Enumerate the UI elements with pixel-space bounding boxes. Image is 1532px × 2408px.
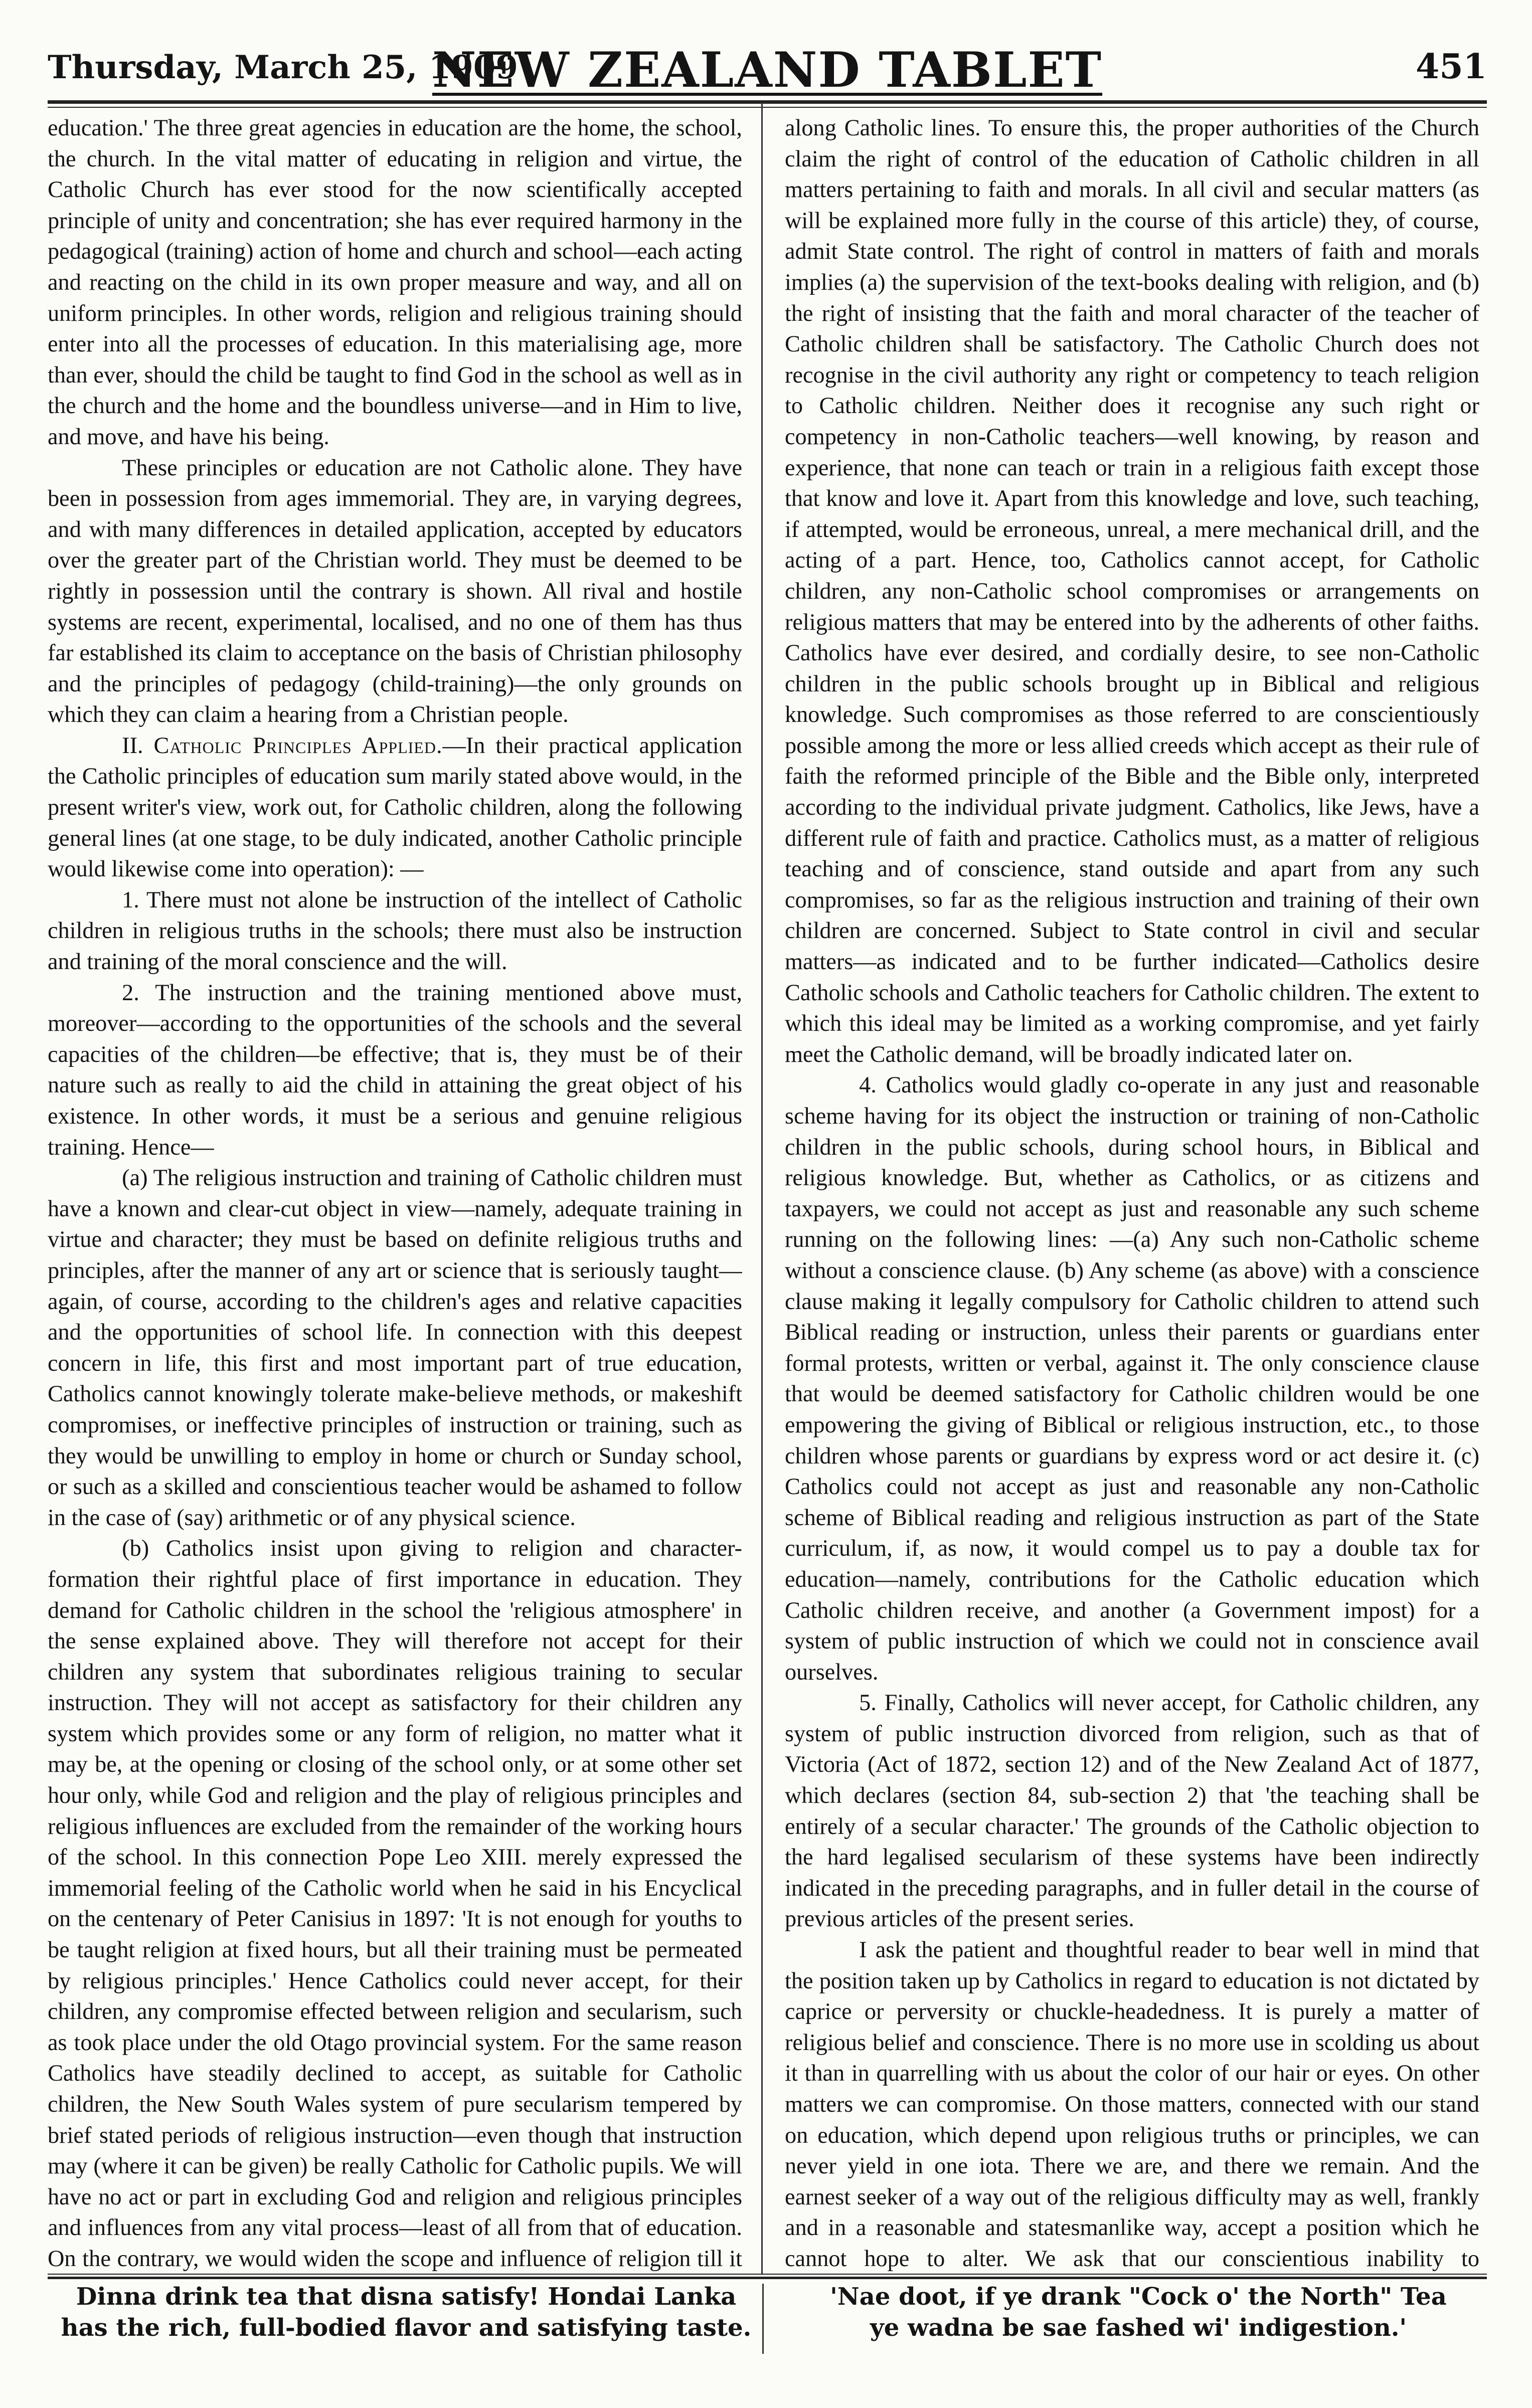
paragraph: education.' The three great agencies in education are the home, the school, the church. In the vital matter of educating in religion and virtue, the Catholic Church has ever stood for the now scientifically accepted principle of unity and concentration; she has ever required harmony in the pedagogical (training) action of home and church and school—each acting and reacting on the child in its own proper measure and way, and all on uniform principles. In other words, religion and religious training should enter into all the processes of education. In this materialising age, more than ever, should the child be taught to find God in the school as well as in the church and the home and the boundless universe—and in Him to live, and move, and have his being.	[48, 115, 742, 450]
footer-rule-thick	[48, 2277, 1487, 2279]
advertisement-right	[792, 2281, 1484, 2343]
ad-divider	[762, 2284, 764, 2354]
footer-rule-thin	[48, 2274, 1487, 2275]
newspaper-title	[48, 42, 1487, 98]
masthead-rule-thin	[48, 107, 1487, 108]
paragraph: I ask the patient and thoughtful reader to bear well in mind that the position taken up by Catholics in regard to education is not dictated by caprice or perversity or chuckle-headedness. It is purely a matter of religious belief and conscience. There is no more use in scolding us about it than in quarrelling with us about the color of our hair or eyes. On other matters we can compromise. On those matters, connected with our stand on education, which depend upon religious truths or principles, we can never yield in one iota. There we are, and there we remain. And the earnest seeker of a way out of the religious difficulty may as well, frankly and in a reasonable and statesmanlike way, accept a position which he cannot hope to alter. We ask that our conscientious inability to	[785, 1937, 1479, 2272]
column-divider	[761, 103, 763, 2274]
section-heading-paragraph	[48, 730, 742, 885]
page-number: 451	[1416, 47, 1487, 87]
paragraph: 4. Catholics would gladly co-operate in any just and reasonable scheme having for its object the instruction or training of non-Catholic children in the public schools, during school hours, in Biblical and religious knowledge. But, whether as Catholics, or as citizens and taxpayers, we could not accept as just and reasonable any such scheme running on the following lines: —(a) Any such non-Catholic scheme without a conscience clause. (b) Any scheme (as above) with a conscience clause making it legally compulsory for Catholic children to attend such Biblical reading or instruction, unless their parents or guardians enter formal protests, written or verbal, against it. The only conscience clause that would be deemed satisfactory for Catholic children would be one empowering the giving of Biblical or religious instruction, etc., to those children whose parents or guardians by express word or act desire it. (c) Catholics could not accept as just and reasonable any non-Catholic scheme of Biblical reading and religious instruction as part of the State curriculum, if, as now, it would compel us to pay a double tax for education—namely, contributions for the Catholic education which Catholic children receive, and another (a Government impost) for a system of public instruction of which we could not in conscience avail ourselves.	[785, 1072, 1479, 1685]
paragraph: 1. There must not alone be instruction of the intellect of Catholic children in religious truths in the schools; there must also be instruction and training of the moral conscience and the will.	[48, 887, 742, 975]
issue-date: Thursday, March 25, 1909	[48, 49, 518, 86]
paragraph: These principles or education are not Catholic alone. They have been in possession from ages immemorial. They are, in varying degrees, and with many differences in detailed application, accepted by educators over the greater part of the Christian world. They must be deemed to be rightly in possession until the contrary is shown. All rival and hostile systems are recent, experimental, localised, and no one of them has thus far established its claim to acceptance on the basis of Christian philosophy and the principles of pedagogy (child-training)—the only grounds on which they can claim a hearing from a Christian people.	[48, 455, 742, 728]
paragraph: (a) The religious instruction and training of Catholic children must have a known and clear-cut object in view—namely, adequate training in virtue and character; they must be based on definite religious truths and principles, after the manner of any art or science that is seriously taught—again, of course, according to the children's ages and relative capacities and the opportunities of school life. In connection with this deepest concern in life, this first and most important part of true education, Catholics cannot knowingly tolerate make-believe methods, or makeshift compromises, or ineffective principles of instruction or training, such as they would be unwilling to employ in home or church or Sunday school, or such as a skilled and conscientious teacher would be ashamed to follow in the case of (say) arithmetic or of any physical science.	[48, 1165, 742, 1531]
paragraph: (b) Catholics insist upon giving to religion and character-formation their rightful place of first importance in education. They demand for Catholic children in the school the 'religious atmosphere' in the sense explained above. They will therefore not accept for their children any system that subordinates religious training to secular instruction. They will not accept as satisfactory for their children any system which provides some or any form of religion, no matter what it may be, at the opening or closing of the school only, or at some other set hour only, while God and religion and the play of religious principles and religious influences are excluded from the remainder of the working hours of the school. In this connection Pope Leo XIII. merely expressed the immemorial feeling of the Catholic world when he said in his Encyclical on the centenary of Peter Canisius in 1897: 'It is not enough for youths to be taught religion at fixed hours, but all their training must be permeated by religious principles.' Hence Catholics could never accept, for their children, any compromise effected between religion and secularism, such as took place under the old Otago provincial system. For the same reason Catholics have steadily declined to accept, as suitable for Catholic children, the New South Wales system of pure secularism tempered by brief stated periods of religious instruction—even though that instruction may (where it can be given) be really Catholic for Catholic pupils. We will have no act or part in excluding God and religion and religious principles and influences from any vital process—least of all from that of education. On the contrary, we would widen the scope and influence of religion till it	[48, 1536, 742, 2272]
section-heading: Catholic Principles Applied.	[153, 732, 443, 759]
masthead	[48, 38, 1487, 103]
advertisement-left	[60, 2281, 752, 2343]
paragraph: 2. The instruction and the training mentioned above must, moreover—according to the opportunities of the schools and the several capacities of the children—be effective; that is, they must be of their nature such as really to aid the child in attaining the great object of his existence. In other words, it must be a serious and genuine religious training. Hence—	[48, 980, 742, 1160]
ad-line: 'Nae doot, if ye drank "Cock o' the North" Tea	[830, 2283, 1447, 2311]
ad-line: Dinna drink tea that disna satisfy! Hondai Lanka	[76, 2283, 737, 2311]
section-number: II.	[122, 732, 143, 759]
right-column	[785, 113, 1479, 2274]
ad-line: has the rich, full-bodied flavor and satisfying taste.	[61, 2314, 752, 2342]
paragraph: 5. Finally, Catholics will never accept, for Catholic children, any system of public instruction divorced from religion, such as that of Victoria (Act of 1872, section 12) and of the New Zealand Act of 1877, which declares (section 84, sub-section 2) that 'the teaching shall be entirely of a secular character.' The grounds of the Catholic objection to the hard legalised secularism of these systems have been indirectly indicated in the preceding paragraphs, and in fuller detail in the course of previous articles of the present series.	[785, 1690, 1479, 1932]
paragraph: marily stated above would, in the present writer's view, work out, for Catholic children, along the following general lines (at one stage, to be duly indicated, another Catholic principle would likewise come into operation): —	[48, 764, 742, 882]
masthead-rule-thick	[48, 100, 1487, 104]
newspaper-title-text: NEW ZEALAND TABLET	[432, 42, 1103, 98]
section-heading-continuation: —In their practical application the Catholic principles of education sum	[48, 732, 742, 790]
paragraph: along Catholic lines. To ensure this, the proper authorities of the Church claim the right of control of the education of Catholic children in all matters pertaining to faith and morals. In all civil and secular matters (as will be explained more fully in the course of this article) they, of course, admit State control. The right of control in matters of faith and morals implies (a) the supervision of the text-books dealing with religion, and (b) the right of insisting that the faith and moral character of the teacher of Catholic children shall be satisfactory. The Catholic Church does not recognise in the civil authority any right or competency to teach religion to Catholic children. Neither does it recognise any such right or competency in non-Catholic teachers—well knowing, by reason and experience, that none can teach or train in a religious faith except those that know and love it. Apart from this knowledge and love, such teaching, if attempted, would be erroneous, unreal, a mere mechanical drill, and the acting of a part. Hence, too, Catholics cannot accept, for Catholic children, any non-Catholic school compromises or arrangements on religious matters that may be entered into by the adherents of other faiths. Catholics have ever desired, and cordially desire, to see non-Catholic children in the public schools brought up in Biblical and religious knowledge. Such compromises as those referred to are conscientiously possible among the more or less allied creeds which accept as their rule of faith the reformed principle of the Bible and the Bible only, interpreted according to the individual private judgment. Catholics, like Jews, have a different rule of faith and practice. Catholics must, as a matter of religious teaching and of conscience, stand outside and apart from any such compromises, so far as the religious instruction and training of their own children are concerned. Subject to State control in civil and secular matters—as indicated and to be further indicated—Catholics desire Catholic schools and Catholic teachers for Catholic children. The extent to which this ideal may be limited as a working compromise, and yet fairly meet the Catholic demand, will be broadly indicated later on.	[785, 115, 1479, 1067]
ad-line: ye wadna be sae fashed wi' indigestion.'	[870, 2314, 1407, 2342]
left-column	[48, 113, 742, 2274]
